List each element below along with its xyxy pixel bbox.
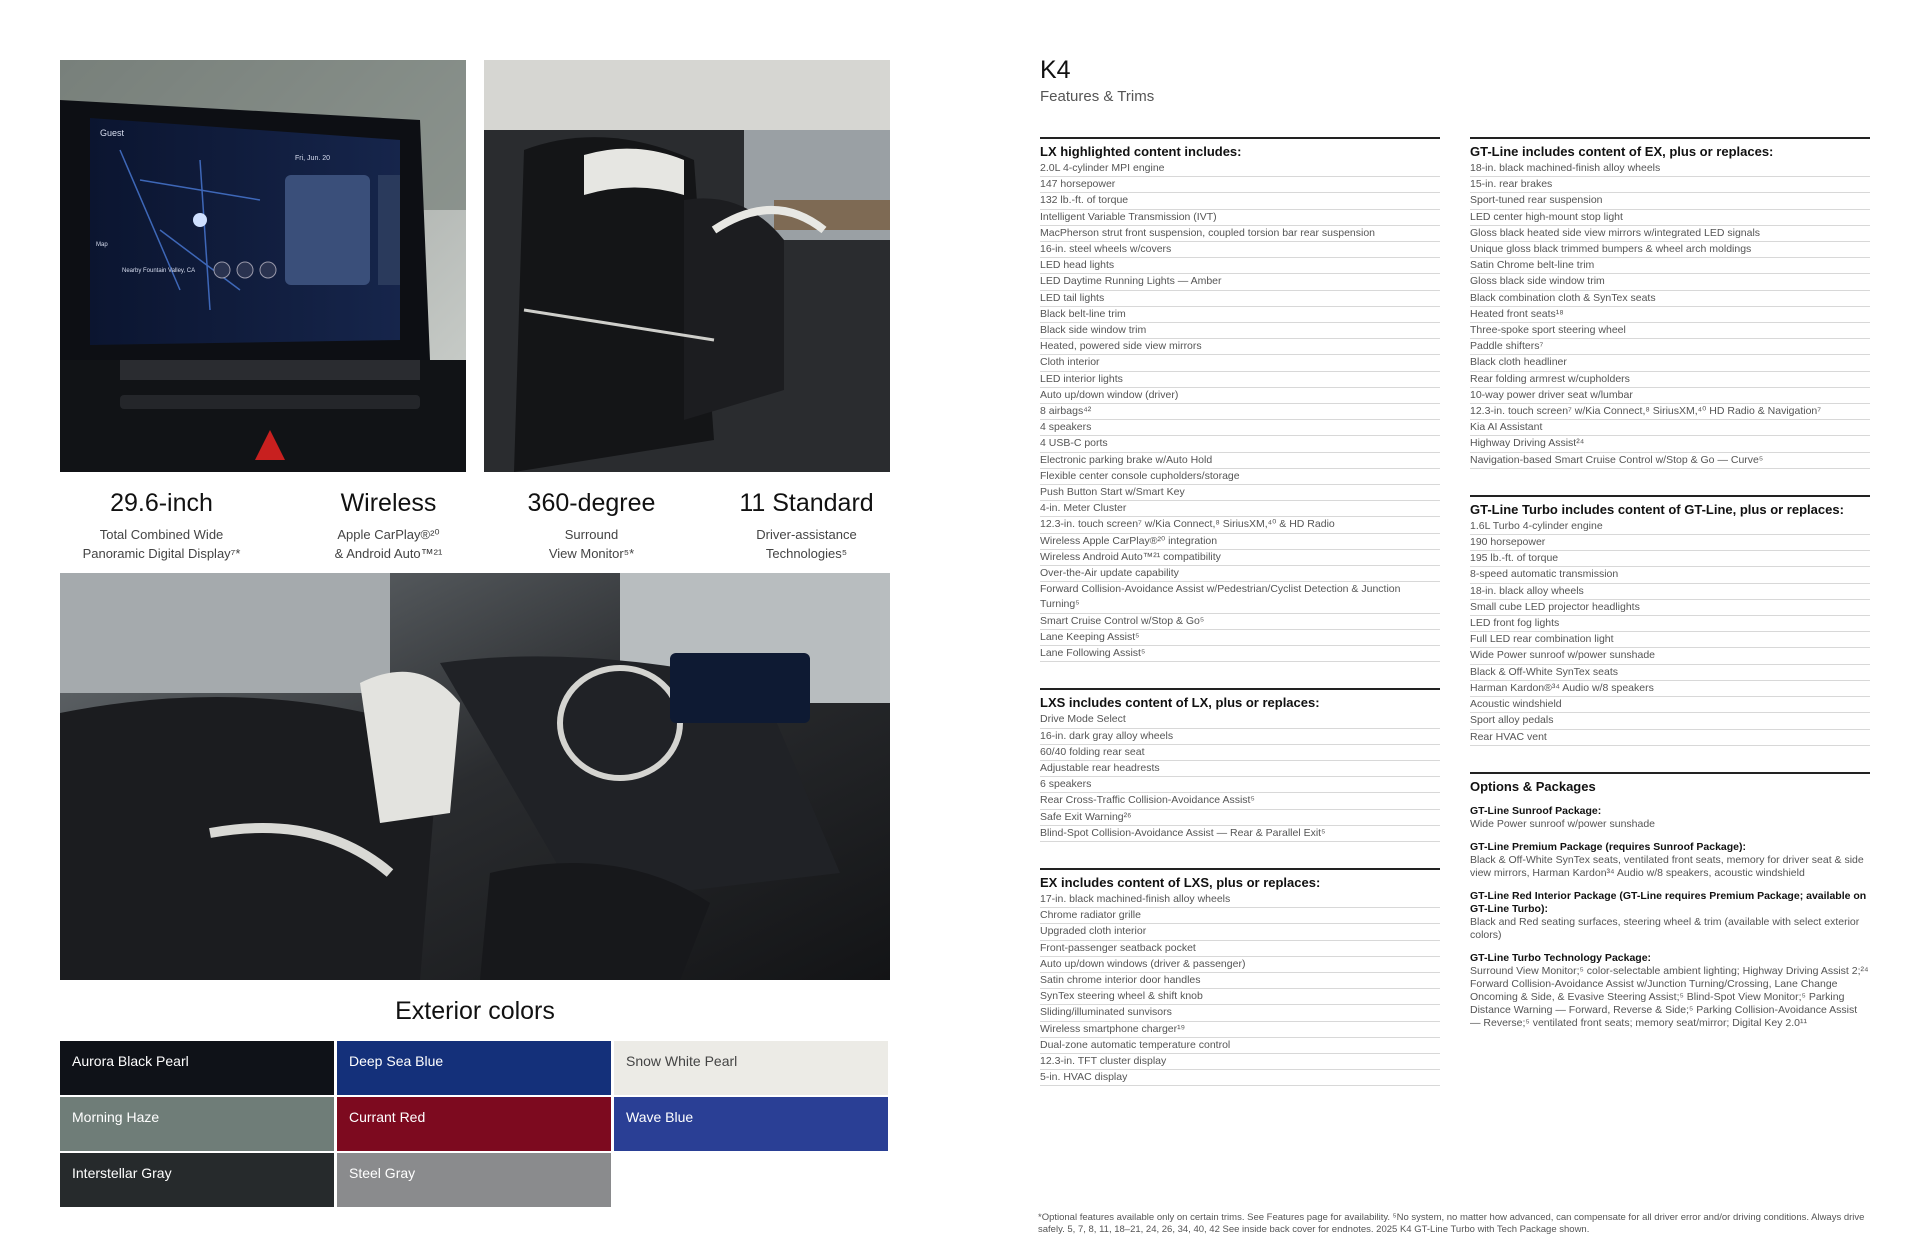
stat-value: Wireless — [340, 489, 437, 517]
feature-item: Black cloth headliner — [1470, 355, 1870, 371]
feature-item: 2.0L 4-cylinder MPI engine — [1040, 161, 1440, 177]
feature-item: Satin chrome interior door handles — [1040, 973, 1440, 989]
feature-item: 16-in. dark gray alloy wheels — [1040, 729, 1440, 745]
color-name: Morning Haze — [72, 1109, 160, 1125]
color-swatch[interactable] — [337, 1041, 611, 1095]
package: GT-Line Turbo Technology Package: Surround View Monitor;⁵ color-selectable ambient lighting; Highway Driving Assist 2;²⁴ Forward Collision-Avoidance Assist w/Junction Turning/Crossing, Lane Change Oncoming & Side, & Evasive Steering Assist;⁵ Blind-Spot View Monitor;⁵ Parking Distance Warning — Forward, Reverse & Side;⁵ Parking Collision-Avoidance Assist — Reverse;⁵ ventilated front seats; memory seat/mirror; Digital Key 2.0¹¹ — [1470, 951, 1869, 1029]
feature-item: Over-the-Air update capability — [1040, 566, 1440, 582]
stat-value: 360-degree — [527, 489, 656, 517]
feature-item: Black combination cloth & SynTex seats — [1470, 291, 1870, 307]
feature-list — [1040, 712, 1440, 842]
color-name: Deep Sea Blue — [349, 1053, 444, 1069]
page-subtitle: Features & Trims — [1040, 88, 1155, 105]
feature-item: 8-speed automatic transmission — [1470, 567, 1870, 583]
feature-list — [1470, 161, 1870, 469]
feature-item: LED front fog lights — [1470, 616, 1870, 632]
feature-item: Unique gloss black trimmed bumpers & wheel arch moldings — [1470, 242, 1870, 258]
color-swatch[interactable] — [60, 1041, 334, 1095]
feature-item: Lane Keeping Assist⁵ — [1040, 630, 1440, 646]
stat-caption: Driver-assistance Technologies⁵ — [756, 527, 857, 561]
feature-item: Smart Cruise Control w/Stop & Go⁵ — [1040, 614, 1440, 630]
section-heading: GT-Line includes content of EX, plus or replaces: — [1470, 144, 1774, 159]
trim-column-right — [1470, 137, 1870, 1056]
feature-item: Three-spoke sport steering wheel — [1470, 323, 1870, 339]
color-swatch[interactable] — [614, 1097, 888, 1151]
feature-item: 12.3-in. TFT cluster display — [1040, 1054, 1440, 1070]
feature-item: Full LED rear combination light — [1470, 632, 1870, 648]
feature-item: 4 speakers — [1040, 420, 1440, 436]
feature-item: 12.3-in. touch screen⁷ w/Kia Connect,⁸ SiriusXM,⁴⁰ HD Radio & Navigation⁷ — [1470, 404, 1870, 420]
stat-value: 11 Standard — [739, 489, 874, 517]
color-name: Aurora Black Pearl — [72, 1053, 189, 1069]
feature-item: 15-in. rear brakes — [1470, 177, 1870, 193]
section-heading: EX includes content of LXS, plus or replaces: — [1040, 874, 1321, 890]
color-swatch[interactable] — [60, 1153, 334, 1207]
feature-item: Auto up/down window (driver) — [1040, 388, 1440, 404]
feature-item: Sliding/illuminated sunvisors — [1040, 1005, 1440, 1021]
feature-item: Rear folding armrest w/cupholders — [1470, 372, 1870, 388]
feature-item: 1.6L Turbo 4-cylinder engine — [1470, 519, 1870, 535]
feature-item: Navigation-based Smart Cruise Control w/Stop & Go — Curve⁵ — [1470, 453, 1870, 469]
stat-360 — [490, 488, 693, 563]
feature-item: Upgraded cloth interior — [1040, 924, 1440, 940]
feature-item: SynTex steering wheel & shift knob — [1040, 989, 1440, 1005]
feature-item: Wireless Apple CarPlay®²⁰ integration — [1040, 534, 1440, 550]
feature-item: 195 lb.-ft. of torque — [1470, 551, 1870, 567]
ex-section — [1040, 868, 1440, 1086]
feature-item: Black belt-line trim — [1040, 307, 1440, 323]
interior-overview-photo — [60, 573, 890, 980]
screen-date-label: Fri, Jun. 20 — [295, 155, 331, 162]
section-heading: LXS includes content of LX, plus or replaces: — [1040, 695, 1320, 711]
lx-section — [1040, 137, 1440, 662]
package: GT-Line Sunroof Package: Wide Power sunroof w/power sunshade — [1470, 804, 1656, 830]
feature-item: Dual-zone automatic temperature control — [1040, 1038, 1440, 1054]
color-swatch[interactable] — [614, 1041, 888, 1095]
color-name: Currant Red — [349, 1109, 426, 1125]
stat-caption: Apple CarPlay®²⁰ & Android Auto™²¹ — [334, 527, 443, 561]
feature-item: Safe Exit Warning²⁶ — [1040, 810, 1440, 826]
feature-item: Heated front seats¹⁸ — [1470, 307, 1870, 323]
feature-list — [1040, 892, 1440, 1086]
stat-safety — [705, 488, 908, 563]
feature-item: Gloss black side window trim — [1470, 274, 1870, 290]
screen-map-label: Map — [96, 242, 108, 248]
feature-item: 132 lb.-ft. of torque — [1040, 193, 1440, 209]
feature-item: Lane Following Assist⁵ — [1040, 646, 1440, 662]
feature-item: Intelligent Variable Transmission (IVT) — [1040, 210, 1440, 226]
feature-item: Harman Kardon®³⁴ Audio w/8 speakers — [1470, 681, 1870, 697]
feature-item: Cloth interior — [1040, 355, 1440, 371]
screen-location-label: Nearby Fountain Valley, CA — [122, 268, 196, 274]
feature-item: Chrome radiator grille — [1040, 908, 1440, 924]
footnote: *Optional features available only on certain trims. See Features page for availability. ⁵No system, no matter how advanced, can compensate for all driver error and/or driving conditions. Always drive safely. 5, 7, 8, 11, 18–21, 24, 26, 34, 40, 42 See inside back cover for endnotes. 2025 K4 GT-Line Turbo with Tech Package shown. — [1038, 1212, 1865, 1235]
feature-item: 10-way power driver seat w/lumbar — [1470, 388, 1870, 404]
section-heading: LX highlighted content includes: — [1040, 144, 1242, 159]
gtline-section — [1470, 137, 1870, 469]
feature-item: Flexible center console cupholders/storage — [1040, 469, 1440, 485]
feature-item: Small cube LED projector headlights — [1470, 600, 1870, 616]
feature-item: Front-passenger seatback pocket — [1040, 941, 1440, 957]
front-seats-photo — [484, 60, 890, 472]
feature-item: Drive Mode Select — [1040, 712, 1440, 728]
feature-item: Rear Cross-Traffic Collision-Avoidance Assist⁵ — [1040, 793, 1440, 809]
feature-list — [1040, 161, 1440, 662]
color-name: Steel Gray — [349, 1165, 416, 1181]
feature-item: Rear HVAC vent — [1470, 730, 1870, 746]
feature-item: 17-in. black machined-finish alloy wheels — [1040, 892, 1440, 908]
stat-wireless — [287, 488, 490, 563]
feature-item: LED interior lights — [1040, 372, 1440, 388]
feature-item: 190 horsepower — [1470, 535, 1870, 551]
dashboard-photo — [60, 60, 466, 472]
package: GT-Line Red Interior Package (GT-Line requires Premium Package; available on GT-Line Turbo): Black and Red seating surfaces, steering wheel & trim (available with select exterior colors) — [1470, 889, 1867, 941]
package: GT-Line Premium Package (requires Sunroof Package): Black & Off-White SynTex seats, ventilated front seats, memory for driver seat & side view mirrors, Harman Kardon³⁴ Audio w/8 speakers, acoustic windshield — [1470, 840, 1864, 879]
feature-item: Forward Collision-Avoidance Assist w/Pedestrian/Cyclist Detection & Junction Turning⁵ — [1040, 582, 1440, 613]
stat-value: 29.6-inch — [110, 489, 213, 517]
feature-item: Black side window trim — [1040, 323, 1440, 339]
color-swatch[interactable] — [60, 1097, 334, 1151]
feature-item: Electronic parking brake w/Auto Hold — [1040, 453, 1440, 469]
color-name: Wave Blue — [626, 1109, 694, 1125]
feature-item: Satin Chrome belt-line trim — [1470, 258, 1870, 274]
feature-item: Highway Driving Assist²⁴ — [1470, 436, 1870, 452]
feature-item: 5-in. HVAC display — [1040, 1070, 1440, 1086]
feature-item: Acoustic windshield — [1470, 697, 1870, 713]
feature-item: MacPherson strut front suspension, coupled torsion bar rear suspension — [1040, 226, 1440, 242]
feature-item: Heated, powered side view mirrors — [1040, 339, 1440, 355]
stat-display — [60, 488, 263, 563]
feature-item: 4 USB-C ports — [1040, 436, 1440, 452]
feature-item: 18-in. black machined-finish alloy wheels — [1470, 161, 1870, 177]
stat-caption: Total Combined Wide Panoramic Digital Display⁷* — [82, 527, 241, 561]
feature-item: Wireless Android Auto™²¹ compatibility — [1040, 550, 1440, 566]
gtturbo-section — [1470, 495, 1870, 746]
feature-item: Black & Off-White SynTex seats — [1470, 665, 1870, 681]
lxs-section — [1040, 688, 1440, 842]
feature-item: Gloss black heated side view mirrors w/integrated LED signals — [1470, 226, 1870, 242]
feature-item: Paddle shifters⁷ — [1470, 339, 1870, 355]
feature-item: 12.3-in. touch screen⁷ w/Kia Connect,⁸ SiriusXM,⁴⁰ & HD Radio — [1040, 517, 1440, 533]
feature-item: LED tail lights — [1040, 291, 1440, 307]
feature-item: LED head lights — [1040, 258, 1440, 274]
feature-item: 60/40 folding rear seat — [1040, 745, 1440, 761]
feature-item: Adjustable rear headrests — [1040, 761, 1440, 777]
color-name: Interstellar Gray — [72, 1165, 172, 1181]
feature-item: Push Button Start w/Smart Key — [1040, 485, 1440, 501]
feature-item: Blind-Spot Collision-Avoidance Assist — Rear & Parallel Exit⁵ — [1040, 826, 1440, 842]
stat-caption: Surround View Monitor⁵* — [548, 527, 635, 561]
section-heading: Options & Packages — [1470, 778, 1596, 794]
feature-item: 4-in. Meter Cluster — [1040, 501, 1440, 517]
feature-item: Kia AI Assistant — [1470, 420, 1870, 436]
section-heading: GT-Line Turbo includes content of GT-Line, plus or replaces: — [1470, 501, 1844, 517]
feature-item: Sport-tuned rear suspension — [1470, 193, 1870, 209]
feature-item: 8 airbags⁴² — [1040, 404, 1440, 420]
color-swatch[interactable] — [337, 1097, 611, 1151]
screen-guest-label: Guest — [100, 128, 125, 138]
feature-item: 6 speakers — [1040, 777, 1440, 793]
feature-item: LED Daytime Running Lights — Amber — [1040, 274, 1440, 290]
color-name: Snow White Pearl — [626, 1053, 738, 1069]
page-title: K4 — [1040, 56, 1071, 84]
feature-item: 16-in. steel wheels w/covers — [1040, 242, 1440, 258]
trim-column-left — [1040, 137, 1440, 1112]
feature-item: Wide Power sunroof w/power sunshade — [1470, 648, 1870, 664]
feature-item: Wireless smartphone charger¹⁹ — [1040, 1022, 1440, 1038]
feature-list — [1470, 519, 1870, 746]
feature-item: LED center high-mount stop light — [1470, 210, 1870, 226]
feature-item: Sport alloy pedals — [1470, 713, 1870, 729]
color-swatch[interactable] — [337, 1153, 611, 1207]
options-section — [1470, 772, 1870, 1030]
exterior-colors-title: Exterior colors — [395, 997, 555, 1025]
feature-item: 147 horsepower — [1040, 177, 1440, 193]
feature-item: 18-in. black alloy wheels — [1470, 584, 1870, 600]
feature-item: Auto up/down windows (driver & passenger) — [1040, 957, 1440, 973]
